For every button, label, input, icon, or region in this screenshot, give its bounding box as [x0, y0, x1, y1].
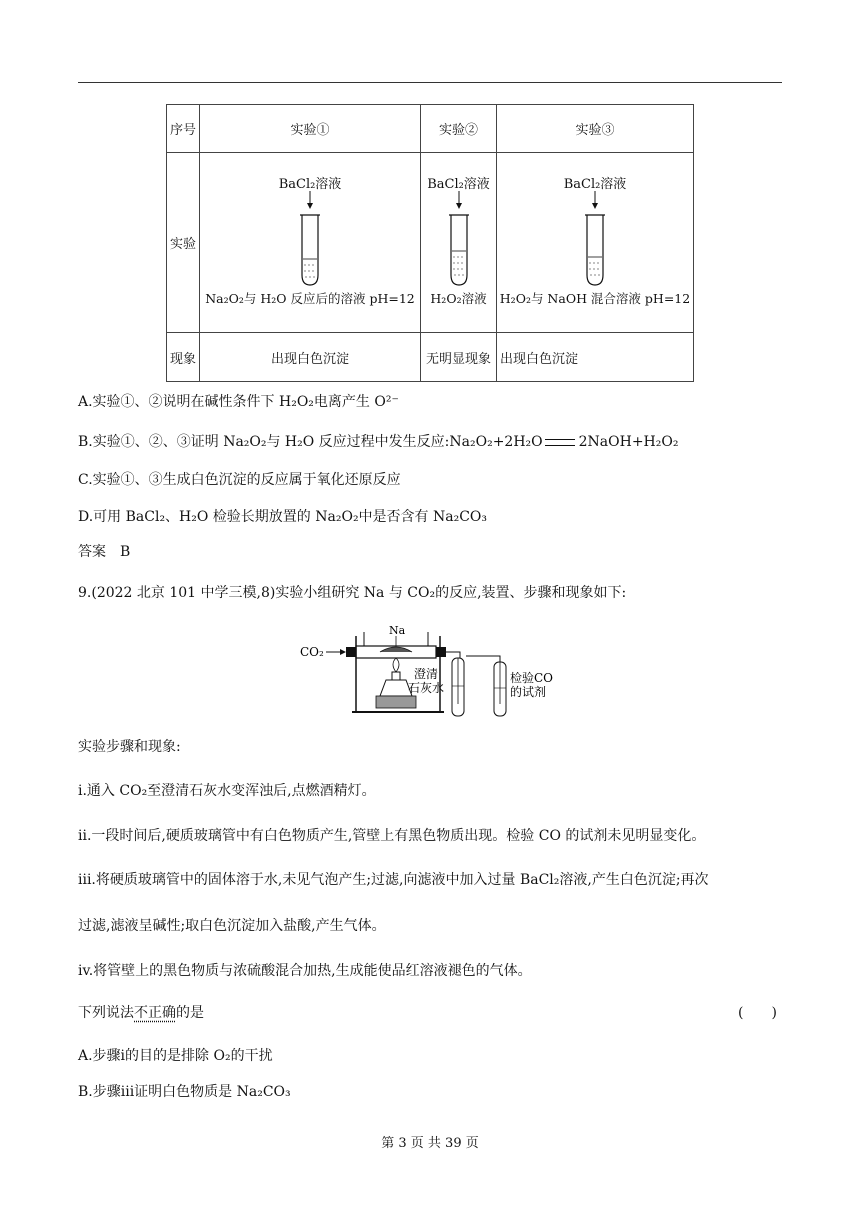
q9-question-post: 的是	[176, 1005, 204, 1021]
q9-question	[78, 1002, 204, 1022]
q9-step-i: i.通入 CO₂至澄清石灰水变浑浊后,点燃酒精灯。	[78, 783, 376, 799]
q8-option-c: C.实验①、③生成白色沉淀的反应属于氧化还原反应	[78, 472, 401, 488]
header-cell-index: 序号	[167, 105, 200, 153]
exp1-observation: 出现白色沉淀	[200, 333, 421, 382]
exp3-observation: 出现白色沉淀	[497, 333, 694, 382]
exp1-reagent-label: BaCl₂溶液	[278, 177, 342, 192]
test-tube-icon	[444, 191, 474, 287]
exp2-solution-label: H₂O₂溶液	[430, 291, 487, 306]
limewater-label-2: 石灰水	[408, 681, 445, 695]
q8-answer: 答案 B	[78, 544, 131, 560]
exp2-reagent-label: BaCl₂溶液	[427, 177, 490, 192]
experiment-table	[166, 104, 694, 382]
q9-question-pre: 下列说法	[78, 1005, 134, 1021]
co-reagent-label-2: 的试剂	[510, 685, 547, 699]
q9-option-a: A.步骤i的目的是排除 O₂的干扰	[78, 1048, 273, 1064]
table-header-row	[167, 105, 694, 153]
row-label-observation: 现象	[167, 333, 200, 382]
q9-step-iii-line1: iii.将硬质玻璃管中的固体溶于水,未见气泡产生;过滤,向滤液中加入过量 BaCl₂溶液,产生白色沉淀;再次	[78, 872, 709, 888]
na-label: Na	[389, 626, 406, 637]
q8-option-a: A.实验①、②说明在碱性条件下 H₂O₂电离产生 O²⁻	[78, 394, 399, 410]
q9-question-emphasis: 不正确	[134, 1005, 176, 1021]
q9-option-b: B.步骤iii证明白色物质是 Na₂CO₃	[78, 1084, 291, 1100]
q9-step-iv: iv.将管壁上的黑色物质与浓硫酸混合加热,生成能使品红溶液褪色的气体。	[78, 963, 532, 979]
exp1-solution-label: Na₂O₂与 H₂O 反应后的溶液 pH=12	[205, 291, 415, 306]
header-cell-exp3: 实验③	[497, 105, 694, 153]
exp2-observation: 无明显现象	[421, 333, 497, 382]
test-tube-icon	[295, 191, 325, 287]
q8-option-b	[78, 431, 678, 451]
table-experiment-row	[167, 153, 694, 333]
header-rule	[78, 82, 782, 83]
row-label-experiment: 实验	[167, 153, 200, 333]
co-reagent-label-1: 检验CO	[510, 671, 554, 685]
q8-option-b-right: 2NaOH+H₂O₂	[578, 434, 679, 450]
page-footer: 第 3 页 共 39 页	[381, 1136, 479, 1151]
q9-steps-title: 实验步骤和现象:	[78, 739, 181, 755]
exp1-cell	[200, 153, 421, 333]
na-co2-apparatus-diagram	[300, 626, 590, 722]
limewater-label-1: 澄清	[414, 667, 439, 681]
q9-stem: 9.(2022 北京 101 中学三模,8)实验小组研究 Na 与 CO₂的反应,装置、步骤和现象如下:	[78, 585, 627, 601]
table-observation-row	[167, 333, 694, 382]
test-tube-icon	[580, 191, 610, 287]
exp2-cell	[421, 153, 497, 333]
header-cell-exp1: 实验①	[200, 105, 421, 153]
equals-sign-icon	[545, 439, 575, 446]
q9-answer-blank: ( )	[738, 1005, 777, 1021]
co2-label: CO₂	[300, 645, 324, 659]
exp3-cell	[497, 153, 694, 333]
exp3-solution-label: H₂O₂与 NaOH 混合溶液 pH=12	[499, 291, 691, 306]
exp3-reagent-label: BaCl₂溶液	[563, 177, 627, 192]
q8-option-b-left: B.实验①、②、③证明 Na₂O₂与 H₂O 反应过程中发生反应:Na₂O₂+2H₂O	[78, 434, 543, 450]
q8-option-d: D.可用 BaCl₂、H₂O 检验长期放置的 Na₂O₂中是否含有 Na₂CO₃	[78, 509, 488, 525]
q9-step-iii-line2: 过滤,滤液呈碱性;取白色沉淀加入盐酸,产生气体。	[78, 918, 386, 934]
q9-step-ii: ii.一段时间后,硬质玻璃管中有白色物质产生,管壁上有黑色物质出现。检验 CO 的试剂未见明显变化。	[78, 828, 706, 844]
header-cell-exp2: 实验②	[421, 105, 497, 153]
